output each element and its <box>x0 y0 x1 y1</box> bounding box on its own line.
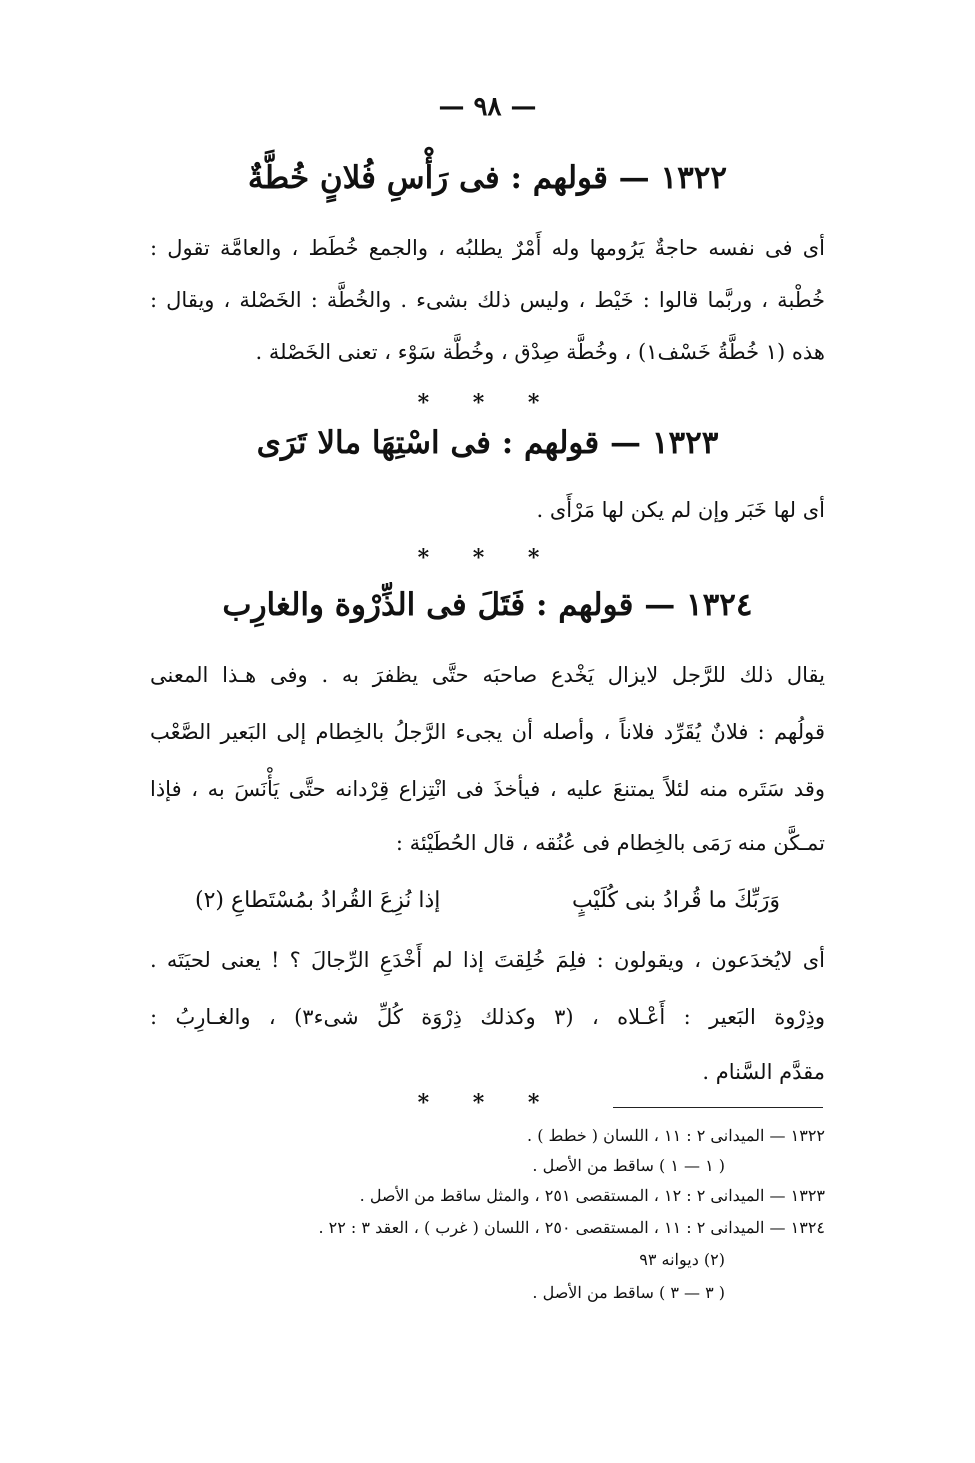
text-line: قولُهم : فلانٌ يُقَرِّد فلاناً ، وأصله أن يجىء الرَّجلُ بالخِطام إلى البَعير الصَّعْب <box>150 720 825 744</box>
footnote: ( ٣ — ٣ ) ساقط من الأصل . <box>532 1283 725 1302</box>
verse-second-hemistich: إذا نُزِعَ القُرادُ بمُسْتَطاعِ (٢) <box>195 888 441 913</box>
footnote: ١٣٢٣ — الميدانى ٢ : ١٢ ، المستقصى ٢٥١ ، والمثل ساقط من الأصل . <box>359 1186 825 1205</box>
text-line: خُطْبة ، وربَّما قالوا : خَيْط ، وليس ذلك بشىء . والخُطَّة : الخَصْلة ، ويقال : <box>150 288 825 312</box>
footnote: ١٣٢٢ — الميدانى ٢ : ١١ ، اللسان ( خطط ) . <box>527 1126 825 1145</box>
footnote: ( ١ — ١ ) ساقط من الأصل . <box>532 1156 725 1175</box>
section-separator: * * * <box>417 390 558 416</box>
text-line: يقال ذلك للرَّجل لايزال يَخْدع صاحبَه حتَّى يظفرَ به . وفى هـذا المعنى <box>150 663 825 687</box>
text-line: وذِرْوة البَعير : أَعْـلاه ، (٣ وكذلك ذِرْوَة كُلِّ شىء٣) ، والغـارِبُ : <box>150 1005 825 1029</box>
footnote-divider <box>613 1107 823 1108</box>
entry-heading-1324: ١٣٢٤ — قولهم : فَتَلَ فى الذِّرْوة والغارِب <box>222 587 753 623</box>
section-separator: * * * <box>417 545 558 571</box>
section-separator: * * * <box>417 1090 558 1116</box>
page-number: — ٩٨ — <box>438 92 537 122</box>
footnote: ١٣٢٤ — الميدانى ٢ : ١١ ، المستقصى ٢٥٠ ، اللسان ( غرب ) ، العقد ٣ : ٢٢ . <box>318 1218 825 1237</box>
entry-heading-1323: ١٣٢٣ — قولهم : فى اسْتِهَا مالا تَرَى <box>256 425 719 461</box>
poetry-verse <box>150 888 825 913</box>
text-line: هذه (١ خُطَّةُ خَسْف١) ، وخُطَّة صِدْق ، وخُطَّة سَوْء ، تعنى الخَصْلة . <box>255 340 825 364</box>
verse-first-hemistich: وَرَبِّكَ ما قُرادُ بنى كُلَيْبٍ <box>571 888 780 913</box>
entry-heading-1322: ١٣٢٢ — قولهم : فى رَأْسِ فُلانٍ خُطَّةٌ <box>247 160 728 196</box>
text-line: أى فى نفسه حاجةٌ يَرُومها وله أَمْرٌ يطلبُه ، والجمع خُطَط ، والعامَّة تقول : <box>150 236 825 260</box>
text-line: وقد سَتَره منه لئلاً يمتنعَ عليه ، فيأخذَ فى انْتِزاع قِرْدانه حتَّى يَأْنَسَ به ، فإذا <box>150 777 825 801</box>
footnote: (٢) ديوانه ٩٣ <box>639 1250 725 1269</box>
text-line: أى لها خَبَر وإن لم يكن لها مَرْأَى . <box>536 498 825 522</box>
text-line: مقدَّم السَّنام . <box>702 1060 825 1084</box>
text-line: أى لايُخدَعون ، ويقولون : فلِمَ خُلِقتَ إذا لم أَخْدَعِ الرِّجالَ ؟ ! يعنى لحيَتَه . <box>150 948 825 972</box>
text-line: تمـكَّن منه رَمَى بالخِطام فى عُنُقه ، قال الحُطَيْئة : <box>395 831 825 855</box>
